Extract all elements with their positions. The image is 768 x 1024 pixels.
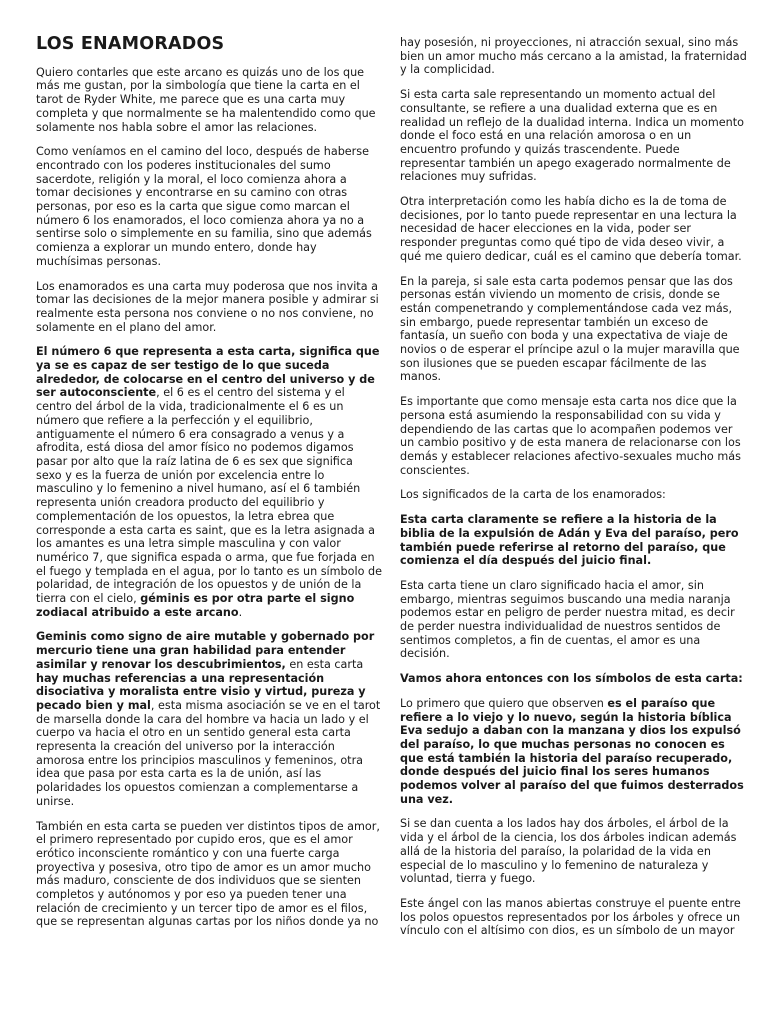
text-run: . [238,605,243,619]
paragraph: Los significados de la carta de los enamorados: [400,488,666,502]
left-column [36,34,382,1024]
paragraph: En la pareja, si sale esta carta podemos pensar que las dos personas están viviendo un momento de crisis, donde se están compenetrando y complementándose cada vez más, sin embargo, puede representar también un exceso de fantasía, un sueño con boda y una expectativa de viaje de novios o de esperar el príncipe azul o la mujer maravilla que son ilusiones que se pueden escapar fácilmente de las manos. [400,274,740,384]
paragraph: Como veníamos en el camino del loco, después de haberse encontrado con los poderes institucionales del sumo sacerdote, religión y la moral, el loco comienza ahora a tomar decisiones y encontrarse en su camino con otras personas, por eso es la carta que sigue como marcan el número 6 los enamorados, el loco comienza ahora ya no a sentirse solo o simplemente en su familia, sino que además comienza a explorar un mundo entero, donde hay muchísimas personas. [36,145,372,268]
text-run: , esta misma asociación se ve en el tarot de marsella donde la cara del hombre va hacia un lado y el cuerpo va hacia el otro en un sentido general esta carta representa la creación del universo por la interacción amorosa entre los principios masculinos y femeninos, otra idea que pasa por esta carta es la de unión, así las polaridades los opuestos comienzan a complementarse a unirse. [36,698,381,808]
paragraph: hay posesión, ni proyecciones, ni atracción sexual, sino más bien un amor mucho más cercano a la amistad, la fraternidad y la complicidad. [400,36,747,77]
paragraph [400,513,748,568]
paragraph: Esta carta tiene un claro significado hacia el amor, sin embargo, mientras seguimos buscando una media naranja podemos estar en peligro de perder nuestra mitad, es decir de perder nuestra individualidad de nuestros sentidos de sentimos completos, a fin de cuentas, el amor es una decisión. [400,578,735,661]
bold-text: géminis es por otra parte el signo zodiacal atribuido a este arcano [36,592,355,619]
bold-text: Geminis como signo de aire mutable y gobernado por mercurio tiene una gran habilidad para entender asimilar y renovar los descubrimientos, [36,630,375,671]
paragraph: Si esta carta sale representando un momento actual del consultante, se refiere a una dualidad externa que es en realidad un reflejo de la dualidad interna. Indica un momento donde el foco está en una relación amorosa o en un encuentro profundo y quizás trascendente. Puede representar también un apego exagerado normalmente de relaciones muy sufridas. [400,88,744,184]
bold-text: El número 6 que representa a esta carta, significa que ya se es capaz de ser testigo de lo que suceda alrededor, de colocarse en el centro del universo y de ser autoconsciente [36,345,380,400]
paragraph: Es importante que como mensaje esta carta nos dice que la persona está asumiendo la responsabilidad con su vida y dependiendo de las cartas que lo acompañen podemos ver un cambio positivo y de esta manera de relacionarse con los demás y establecer relaciones afectivo-sexuales mucho más conscientes. [400,395,741,477]
paragraph: Este ángel con las manos abiertas construye el puente entre los polos opuestos representados por los árboles y ofrece un vínculo con el altísimo con dios, es un símbolo de un mayor [400,896,741,938]
paragraph: Quiero contarles que este arcano es quizás uno de los que más me gustan, por la simbología que tiene la carta en el tarot de Ryder White, me parece que es una carta muy completa y que normalmente se ha malentendido como que solamente nos habla sobre el amor las relaciones. [36,65,376,134]
text-run: en esta carta [285,657,364,671]
page-title: LOS ENAMORADOS [36,34,225,54]
paragraph [400,697,748,807]
text-run: Lo primero que quiero que observen [400,696,608,710]
bold-text: Vamos ahora entonces con los símbolos de esta carta: [400,672,743,686]
paragraph [36,630,382,808]
paragraph: También en esta carta se pueden ver distintos tipos de amor, el primero representado por cupido eros, que es el amor erótico inconsciente romántico y con una fuerte carga proyectiva y posesiva, otro tipo de amor es un amor mucho más maduro, consciente de dos individuos que se sienten completos y autónomos y por eso ya pueden tener una relación de crecimiento y un tercer tipo de amor es el filos, que se representan algunas cartas por los niños donde ya no [36,819,380,929]
paragraph: Otra interpretación como les había dicho es la de toma de decisiones, por lo tanto puede representar en una lectura la necesidad de hacer elecciones en la vida, poder ser responder preguntas como qué tipo de vida deseo vivir, a qué me quiero dedicar, cuál es el camino que debería tomar. [400,195,742,263]
text-run: , el 6 es el centro del sistema y el centro del árbol de la vida, tradicionalmente el 6 es un número que refiere a la perfección y el equilibrio, antiguamente el número 6 era consagrado a venus y a afrodita, está diosa del amor físico no podemos digamos pasar por alto que la raíz latina de 6 es sex que significa sexo y es la fuerza de unión por excelencia entre lo masculino y lo femenino a nivel humano, así el 6 también representa unión creadora producto del equilibrio y complementación de los opuestos, la letra ebrea que corresponde a esta carta es saint, que es la letra asignada a los amantes es una letra simple masculina y con valor numérico 7, que significa espada o arma, que fue forjada en el fuego y templada en el agua, por lo tanto es un símbolo de polaridad, de integración de los opuestos y de unión de la tierra con el cielo, [36,386,382,606]
bold-text: es el paraíso que refiere a lo viejo y lo nuevo, según la historia bíblica Eva sedujo a daban con la manzana y dios los expulsó del paraíso, lo que muchas personas no conocen es que está también la historia del paraíso recuperado, donde después del juicio final los seres humanos podemos volver al paraíso del que fuimos desterrados una vez. [400,696,744,806]
paragraph [36,345,382,619]
paragraph: Los enamorados es una carta muy poderosa que nos invita a tomar las decisiones de la mejor manera posible y admirar si realmente esta persona nos conviene o no nos conviene, no solamente en el plano del amor. [36,279,379,334]
right-column [400,36,748,1024]
paragraph [400,672,748,686]
bold-text: Esta carta claramente se refiere a la historia de la biblia de la expulsión de Adán y Eva del paraíso, pero también puede referirse al retorno del paraíso, que comienza el día después del juicio final. [400,513,739,568]
bold-text: hay muchas referencias a una representación disociativa y moralista entre visio y virtud, pureza y pecado bien y mal [36,671,366,712]
paragraph: Si se dan cuenta a los lados hay dos árboles, el árbol de la vida y el árbol de la ciencia, los dos árboles indican además allá de la historia del paraíso, la polaridad de la vida en especial de lo masculino y lo femenino de naturaleza y voluntad, tierra y fuego. [400,817,737,886]
